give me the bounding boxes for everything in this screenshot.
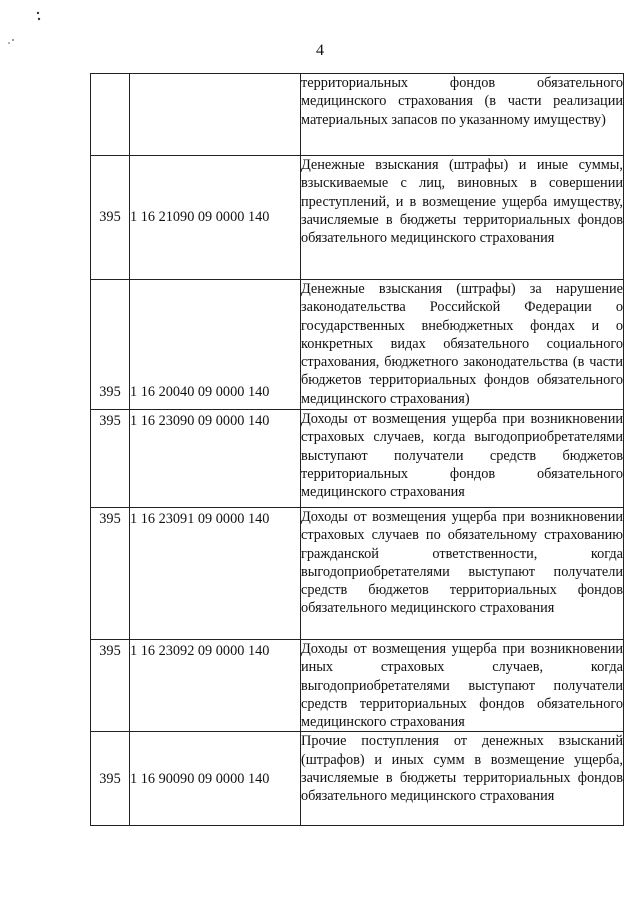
table-row <box>91 74 624 156</box>
table-row <box>91 508 624 640</box>
description-cell: Денежные взыскания (штрафы) за нарушение законодательства Российской Федерации о государственных внебюджетных фондах и о конкретных видах обязательного социального страхования, бюджетного законодательства (в части бюджетов территориальных фондов обязательного медицинского страхования) <box>301 280 624 410</box>
description-cell: Доходы от возмещения ущерба при возникновении иных страховых случаев, когда выгодоприобретателями выступают получатели средств территориальных фондов обязательного медицинского страхования <box>301 641 623 731</box>
admin-code-cell: 395 <box>91 732 130 826</box>
description-cell: территориальных фондов обязательного медицинского страхования (в части реализации материальных запасов по указанному имуществу) <box>301 74 624 156</box>
table-row <box>91 156 624 280</box>
table-row <box>91 280 624 410</box>
budget-code-cell: 1 16 90090 09 0000 140 <box>130 732 301 826</box>
description-cell: Доходы от возмещения ущерба при возникновении страховых случаев, когда выгодоприобретателями выступают получатели средств бюджетов территориальных фондов обязательного медицинского страхования <box>301 410 624 508</box>
table-row <box>91 732 624 826</box>
admin-code-cell: 395 <box>91 280 130 410</box>
budget-code-cell: 1 16 23091 09 0000 140 <box>130 508 301 640</box>
budget-code-cell <box>130 74 301 156</box>
budget-codes-table <box>90 73 624 826</box>
table-row <box>91 640 624 732</box>
budget-code-cell: 1 16 23090 09 0000 140 <box>130 410 301 508</box>
budget-code-cell: 1 16 20040 09 0000 140 <box>130 280 301 410</box>
table-row <box>91 410 624 508</box>
description-cell: Денежные взыскания (штрафы) и иные суммы, взыскиваемые с лиц, виновных в совершении преступлений, и в возмещение ущерба имуществу, зачисляемые в бюджеты территориальных фондов обязательного медицинского страхования <box>301 156 624 280</box>
admin-code-cell: 395 <box>91 508 130 640</box>
budget-code-cell: 1 16 23092 09 0000 140 <box>130 640 301 732</box>
admin-code-cell: 395 <box>91 156 130 280</box>
page-number: 4 <box>316 42 324 59</box>
admin-code-cell: 395 <box>91 640 130 732</box>
description-cell: Прочие поступления от денежных взысканий (штрафов) и иных сумм в возмещение ущерба, зачисляемые в бюджеты территориальных фондов обязательного медицинского страхования <box>301 732 624 826</box>
budget-code-cell: 1 16 21090 09 0000 140 <box>130 156 301 280</box>
admin-code-cell: 395 <box>91 410 130 508</box>
admin-code-cell <box>91 74 130 156</box>
description-cell: Доходы от возмещения ущерба при возникновении страховых случаев по обязательному страхованию гражданской ответственности, когда выгодоприобретателями выступают получатели средств бюджетов территориальных фондов обязательного медицинского страхования <box>301 508 624 640</box>
